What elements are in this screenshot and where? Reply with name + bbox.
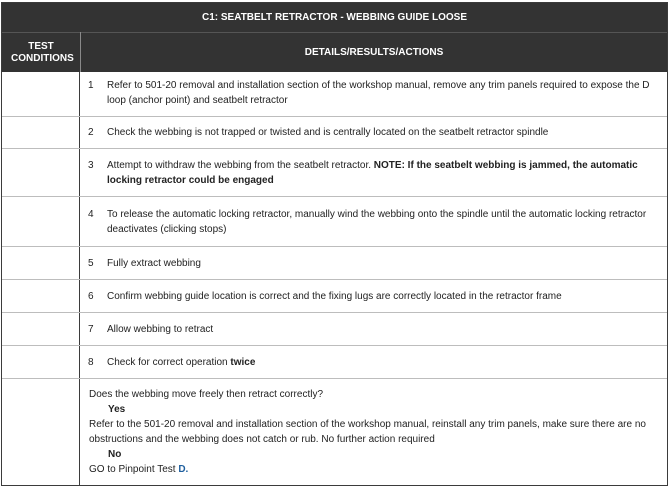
row-divider [2, 116, 667, 117]
step-text: To release the automatic locking retractor, manually wind the webbing onto the spindle until the automatic locking retractor deactivates (clicking stops) [107, 209, 647, 235]
step-text: Fully extract webbing [107, 258, 201, 269]
step-text: Confirm webbing guide location is correct and the fixing lugs are correctly located in the retractor frame [107, 291, 562, 302]
result-yes-label: Yes [108, 404, 126, 415]
step-text: Refer to 501-20 removal and installation section of the workshop manual, remove any trim panels required to expose the D loop (anchor point) and seatbelt retractor [107, 80, 650, 106]
row-divider [2, 279, 667, 280]
result-no-label: No [108, 449, 122, 460]
pinpoint-test-suffix: . [185, 464, 189, 475]
row-divider [2, 378, 667, 379]
row-divider [2, 312, 667, 313]
row-divider [2, 246, 667, 247]
row-divider [2, 345, 667, 346]
result-question: Does the webbing move freely then retract correctly? [89, 389, 323, 400]
step-number: 7 [88, 324, 94, 335]
row-divider [2, 148, 667, 149]
step-text: Check for correct operation [107, 357, 231, 368]
pinpoint-test-link[interactable]: D [178, 464, 186, 475]
step-number: 6 [88, 291, 94, 302]
row-divider [2, 196, 667, 197]
result-no-line [89, 462, 657, 477]
step-number: 1 [88, 80, 94, 91]
step-number: 2 [88, 127, 94, 138]
header-test-conditions [2, 32, 80, 72]
header-details: DETAILS/RESULTS/ACTIONS [81, 32, 667, 72]
step-number: 5 [88, 258, 94, 269]
result-no-text: GO to Pinpoint Test [89, 464, 179, 475]
step-text: Allow webbing to retract [107, 324, 214, 335]
step-emphasis: twice [230, 357, 256, 368]
step-note: NOTE: If the seatbelt webbing is jammed, the automatic locking retractor could be engaged [107, 160, 638, 186]
step-text-wrap [107, 158, 655, 188]
step-text: Check the webbing is not trapped or twisted and is centrally located on the seatbelt retractor spindle [107, 127, 549, 138]
step-number: 8 [88, 357, 94, 368]
step-text: Attempt to withdraw the webbing from the seatbelt retractor. [107, 160, 374, 171]
step-number: 4 [88, 209, 94, 220]
table-title: C1: SEATBELT RETRACTOR - WEBBING GUIDE LOOSE [2, 3, 667, 32]
step-text-wrap [107, 355, 655, 370]
test-table [1, 2, 668, 486]
result-block [80, 381, 667, 477]
step-number: 3 [88, 160, 94, 171]
result-yes-text: Refer to the 501-20 removal and installation section of the workshop manual, reinstall any trim panels, make sure there are no obstructions and the webbing does not catch or rub. No further action required [89, 419, 646, 445]
header-test-conditions-label: TEST CONDITIONS [11, 40, 74, 64]
